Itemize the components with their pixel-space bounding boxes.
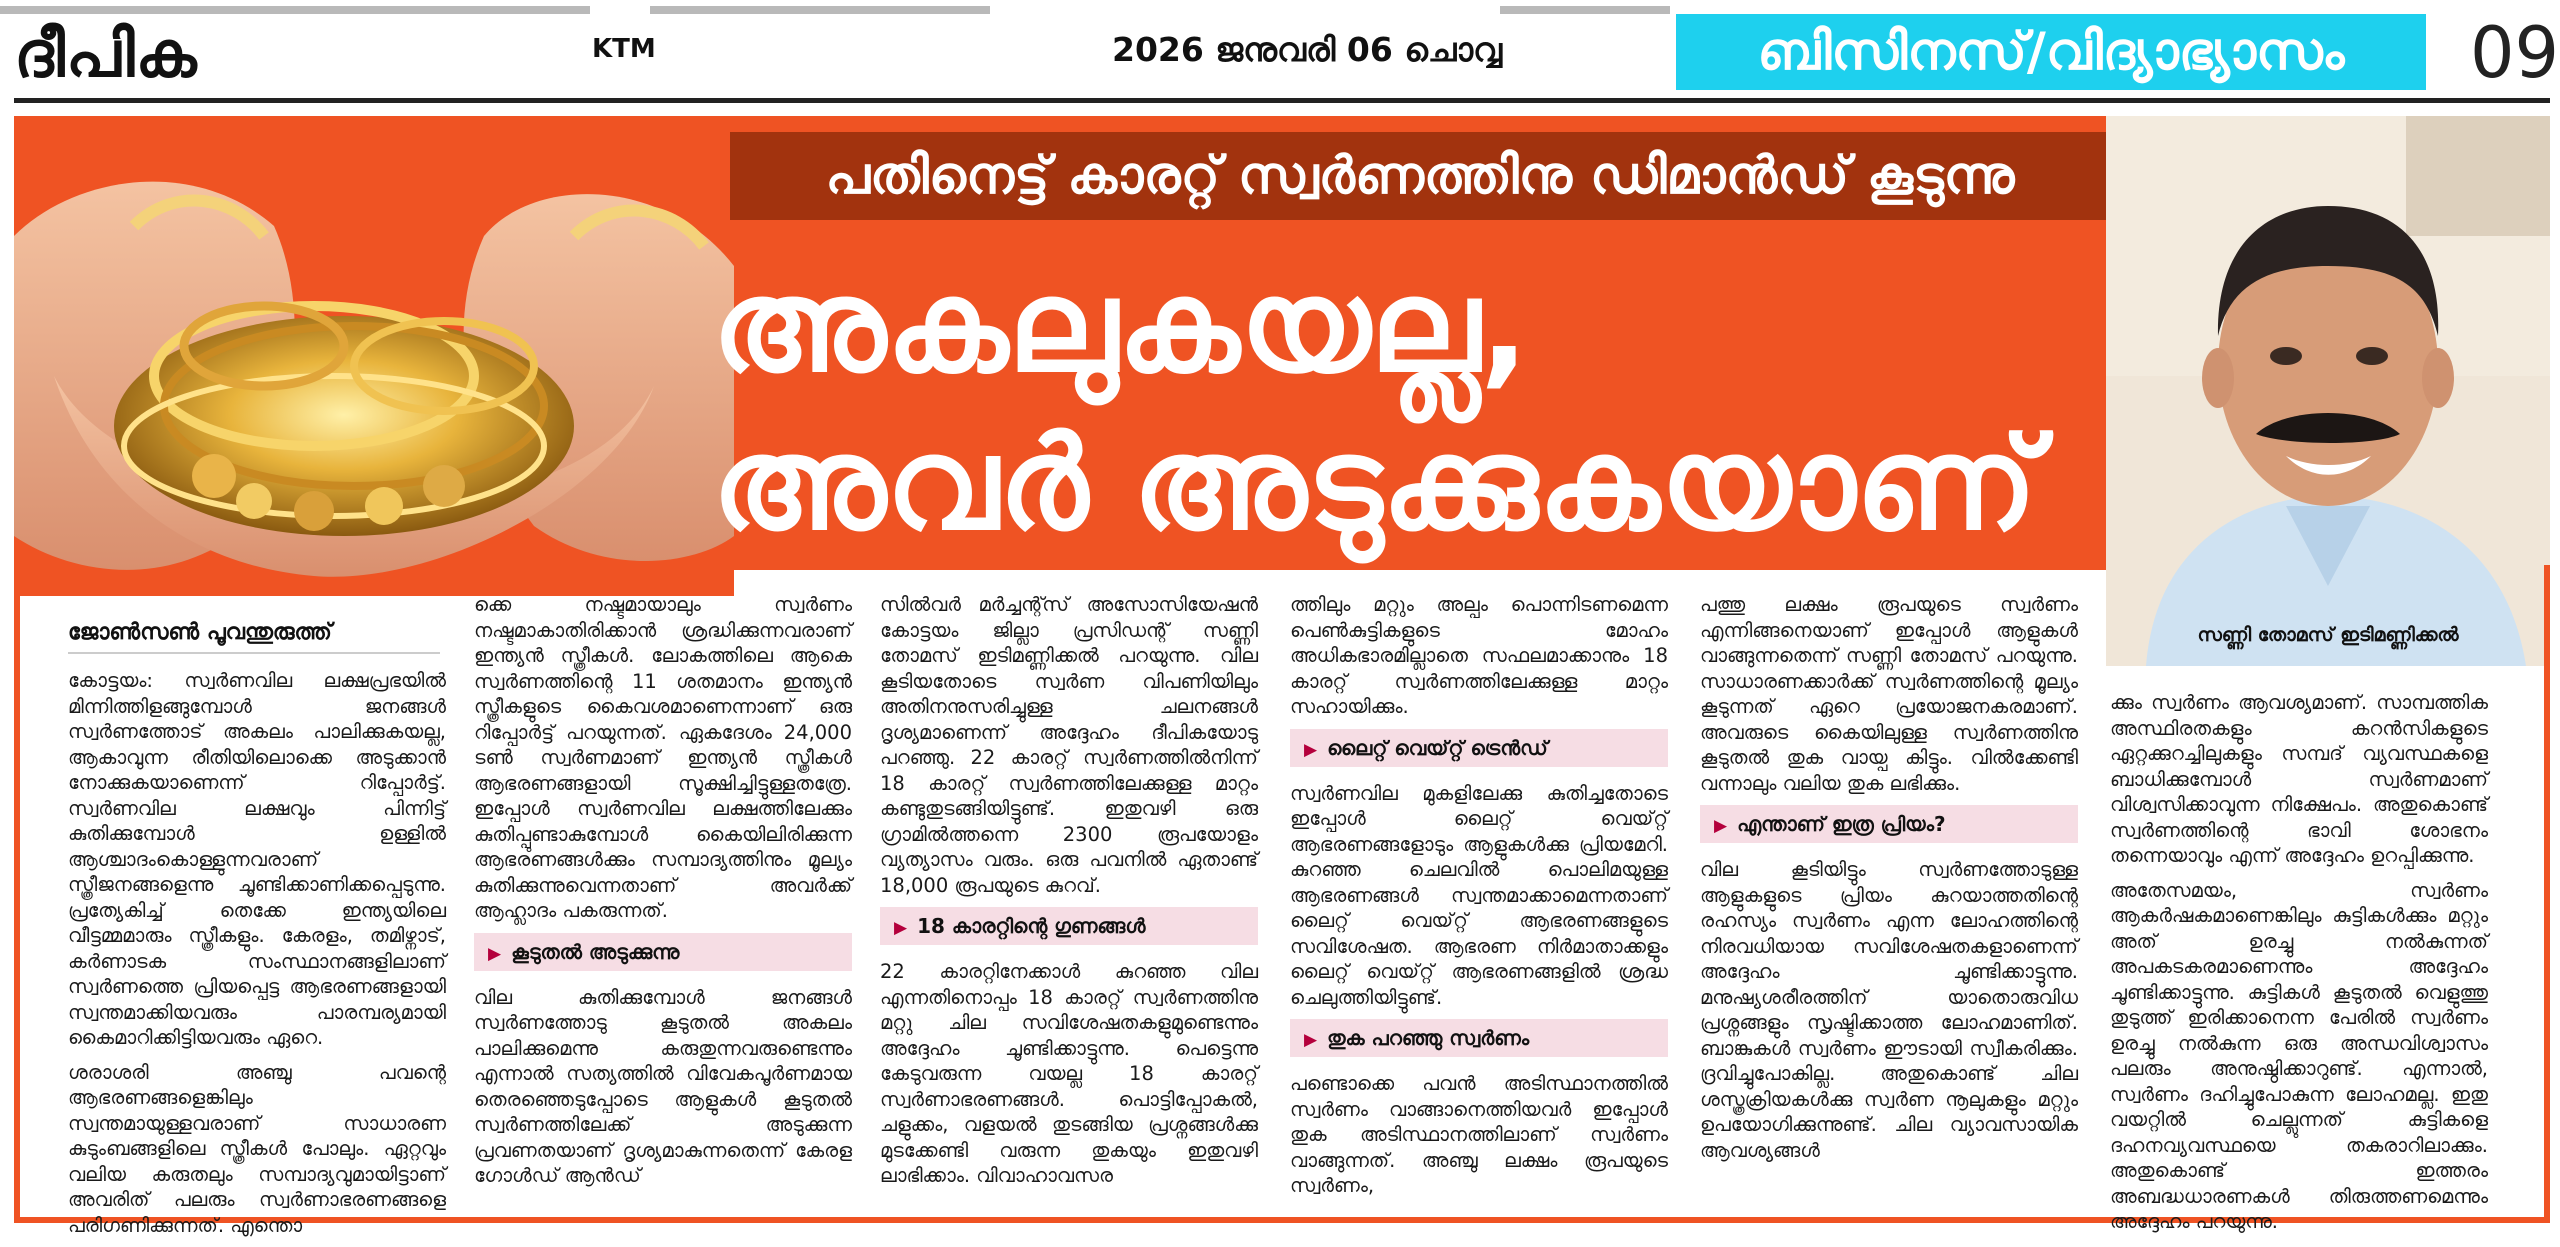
headline-line-2: അവർ അടുക്കുകയാണ്: [712, 410, 2037, 559]
masthead-line-right: [1500, 6, 1670, 14]
subheading-text: 18 കാരറ്റിന്റെ ഗുണങ്ങൾ: [917, 914, 1146, 938]
byline-rule: [68, 652, 440, 654]
masthead-line-mid: [650, 6, 990, 14]
headline-line-1: അകലുകയല്ല,: [712, 252, 1529, 401]
play-triangle-icon: ▶: [1714, 816, 1728, 836]
article-column-2: [474, 592, 852, 1198]
paragraph: സ്വർണവില മുകളിലേക്കു കുതിച്ചതോടെ ഇപ്പോൾ ലൈറ്റ് വെയ്റ്റ് ആഭരണങ്ങളോടും ആളുകൾക്കു പ്രിയമേറി. കുറഞ്ഞ ചെലവിൽ പൊലിമയുള്ള ആഭരണങ്ങൾ സ്വന്തമാക്കാമെന്നതാണ് ലൈറ്റ് വെയ്റ്റ് ആഭരണങ്ങളുടെ സവിശേഷത. ആഭരണ നിർമാതാക്കളും ലൈറ്റ് വെയ്റ്റ് ആഭരണങ്ങളിൽ ശ്രദ്ധ ചെലുത്തിയിട്ടുണ്ട്.: [1290, 781, 1668, 1009]
article-column-6: [2110, 690, 2488, 1244]
article-column-3: [880, 592, 1258, 1198]
paragraph: ക്കും സ്വർണം ആവശ്യമാണ്. സാമ്പത്തിക അസ്ഥിരതകളും കറൻസികളുടെ ഏറ്റക്കുറച്ചിലുകളും സമ്പദ് വ്യവസ്ഥകളെ ബാധിക്കുമ്പോൾ സ്വർണമാണ് വിശ്വസിക്കാവുന്ന നിക്ഷേപം. അതുകൊണ്ട് സ്വർണത്തിന്റെ ഭാവി ശോഭനം തന്നെയാവും എന്ന് അദ്ദേഹം ഉറപ്പിക്കുന്നു.: [2110, 691, 2488, 867]
paragraph: സിൽവർ മർച്ചന്റ്സ് അസോസിയേഷൻ കോട്ടയം ജില്ലാ പ്രസിഡന്റ് സണ്ണി തോമസ് ഇടിമണ്ണിക്കൽ പറയുന്നു. വില കൂടിയതോടെ സ്വർണ വിപണിയിലും അതിനനുസരിച്ചുള്ള ചലനങ്ങൾ ദൃശ്യമാണെന്ന് അദ്ദേഹം ദീപികയോടു പറഞ്ഞു. 22 കാരറ്റ് സ്വർണത്തിൽനിന്ന് 18 കാരറ്റ് സ്വർണത്തിലേക്കുള്ള മാറ്റം കണ്ടുതുടങ്ങിയിട്ടുണ്ട്. ഇതുവഴി ഒരു ഗ്രാമിൽത്തന്നെ 2300 രൂപയോളം വ്യത്യാസം വരും. ഒരു പവനിൽ ഏതാണ്ട് 18,000 രൂപയുടെ കുറവ്.: [880, 593, 1258, 897]
paragraph: പണ്ടൊക്കെ പവൻ അടിസ്ഥാനത്തിൽ സ്വർണം വാങ്ങാനെത്തിയവർ ഇപ്പോൾ തുക അടിസ്ഥാനത്തിലാണ് സ്വർണം വാങ്ങുന്നത്. അഞ്ചു ലക്ഷം രൂപയുടെ സ്വർണം,: [1290, 1072, 1668, 1197]
paragraph: ക്കെ നഷ്ടമായാലും സ്വർണം നഷ്ടമാകാതിരിക്കാൻ ശ്രദ്ധിക്കുന്നവരാണ് ഇന്ത്യൻ സ്ത്രീകൾ. ലോകത്തിലെ ആകെ സ്വർണത്തിന്റെ 11 ശതമാനം ഇന്ത്യൻ സ്ത്രീകളുടെ കൈവശമാണെന്നാണ് ഒരു റിപ്പോർട്ട് പറയുന്നത്. ഏകദേശം 24,000 ടൺ സ്വർണമാണ് ഇന്ത്യൻ സ്ത്രീകൾ ആഭരണങ്ങളായി സൂക്ഷിച്ചിട്ടുള്ളതത്രേ. ഇപ്പോൾ സ്വർണവില ലക്ഷത്തിലേക്കും കുതിപ്പുണ്ടാകുമ്പോൾ കൈയിലിരിക്കുന്ന ആഭരണങ്ങൾക്കും സമ്പാദ്യത്തിനും മൂല്യം കുതിക്കുന്നുവെന്നതാണ് അവർക്ക് ആഹ്ലാദം പകരുന്നത്.: [474, 593, 852, 922]
gold-jewellery-photo: [14, 116, 734, 596]
article-column-5: [1700, 592, 2078, 1172]
byline: ജോൺസൺ പൂവന്തുരുത്ത്: [68, 620, 332, 645]
subheading-text: കൂടുതൽ അടുക്കുന്നു: [511, 939, 680, 964]
play-triangle-icon: ▶: [1304, 1030, 1318, 1050]
subheading-text: ലൈറ്റ് വെയ്റ്റ് ട്രെൻഡ്: [1327, 735, 1548, 760]
paragraph: പത്തു ലക്ഷം രൂപയുടെ സ്വർണം എന്നിങ്ങനെയാണ് ഇപ്പോൾ ആളുകൾ വാങ്ങുന്നതെന്ന് സണ്ണി തോമസ് പറയുന്നു. സാധാരണക്കാർക്ക് സ്വർണത്തിന്റെ മൂല്യം കൂടുന്നത് ഏറെ പ്രയോജനകരമാണ്. അവരുടെ കൈയിലുള്ള സ്വർണത്തിനു കൂടുതൽ തുക വായ്പ കിട്ടും. വിൽക്കേണ്ടി വന്നാലും വലിയ തുക ലഭിക്കും.: [1700, 593, 2078, 795]
newspaper-logo: ദീപിക: [14, 18, 198, 92]
subheading: [1700, 805, 2078, 843]
masthead-rule: [14, 98, 2550, 103]
article-column-1: [68, 668, 446, 1247]
play-triangle-icon: ▶: [894, 918, 908, 938]
article-column-4: [1290, 592, 1668, 1208]
subheading-text: തുക പറഞ്ഞു സ്വർണം: [1327, 1026, 1530, 1050]
section-title: ബിസിനസ്/വിദ്യാഭ്യാസം: [1676, 14, 2426, 90]
subheading: [880, 907, 1258, 945]
masthead-line-left: [0, 6, 590, 14]
edition-code: KTM: [592, 34, 656, 64]
play-triangle-icon: ▶: [1304, 739, 1318, 760]
paragraph: ശരാശരി അഞ്ചു പവന്റെ ആഭരണങ്ങളെങ്കിലും സ്വന്തമായുള്ളവരാണ് സാധാരണ കുടുംബങ്ങളിലെ സ്ത്രീകൾ പോലും. ഏറ്റവും വലിയ കരുതലും സമ്പാദ്യവുമായിട്ടാണ് അവരിത് പലരും സ്വർണാഭരണങ്ങളെ പരിഗണിക്കുന്നത്. എന്തൊ: [68, 1060, 446, 1237]
article-kicker: പതിനെട്ട് കാരറ്റ് സ്വർണത്തിനു ഡിമാൻഡ് കൂടുന്നു: [825, 146, 2015, 206]
page-number: 09: [2470, 12, 2560, 94]
dateline: 2026 ജനുവരി 06 ചൊവ്വ: [1112, 30, 1503, 69]
paragraph: കോട്ടയം: സ്വർണവില ലക്ഷപ്രഭയിൽ മിന്നിത്തിളങ്ങുമ്പോൾ ജനങ്ങൾ സ്വർണത്തോട് അകലം പാലിക്കുകയല്ല, ആകാവുന്ന രീതിയിലൊക്കെ അടുക്കാൻ നോക്കുകയാണെന്ന് റിപ്പോർട്ട്. സ്വർണവില ലക്ഷവും പിന്നിട്ട് കുതിക്കുമ്പോൾ ഉള്ളിൽ ആശ്ചാദംകൊള്ളുന്നവരാണ് സ്ത്രീജനങ്ങളെന്നു ചൂണ്ടിക്കാണിക്കപ്പെടുന്നു. പ്രത്യേകിച്ച് തെക്കേ ഇന്ത്യയിലെ വീട്ടമ്മമാരും സ്ത്രീകളും. കേരളം, തമിഴ്നാട്, കർണാടക സംസ്ഥാനങ്ങളിലാണ് സ്വർണത്തെ പ്രിയപ്പെട്ട ആഭരണങ്ങളായി സ്വന്തമാക്കിയവരും പാരമ്പര്യമായി കൈമാറിക്കിട്ടിയവരും ഏറെ.: [68, 669, 446, 1049]
photo-caption: സണ്ണി തോമസ് ഇടിമണ്ണിക്കൽ: [2197, 624, 2459, 646]
paragraph: അതേസമയം, സ്വർണം ആകർഷകമാണെങ്കിലും കുട്ടികൾക്കും മറ്റും അത് ഉരച്ചു നൽകുന്നത് അപകടകരമാണെന്നും അദ്ദേഹം ചൂണ്ടിക്കാട്ടുന്നു. കുട്ടികൾ കൂടുതൽ വെളുത്തു തുടുത്ത് ഇരിക്കാനെന്ന പേരിൽ സ്വർണം ഉരച്ചു നൽകുന്ന ഒരു അന്ധവിശ്വാസം പലരും അനുഷ്ഠിക്കാറുണ്ട്. എന്നാൽ, സ്വർണം ദഹിച്ചുപോകുന്ന ലോഹമല്ല. ഇതു വയറ്റിൽ ചെല്ലുന്നത് കുട്ടികളെ ദഹനവ്യവസ്ഥയെ തകരാറിലാക്കും. അതുകൊണ്ട് ഇത്തരം അബദ്ധധാരണകൾ തിരുത്തണമെന്നും അദ്ദേഹം പറയുന്നു.: [2110, 878, 2488, 1233]
paragraph: വില കൂടിയിട്ടും സ്വർണത്തോടുള്ള ആളുകളുടെ പ്രിയം കുറയാത്തതിന്റെ രഹസ്യം സ്വർണം എന്ന ലോഹത്തിന്റെ നിരവധിയായ സവിശേഷതകളാണെന്ന് അദ്ദേഹം ചൂണ്ടിക്കാട്ടുന്നു. മനുഷ്യശരീരത്തിന് യാതൊരുവിധ പ്രശ്നങ്ങളും സൃഷ്ടിക്കാത്ത ലോഹമാണിത്. ബാങ്കുകൾ സ്വർണം ഈടായി സ്വീകരിക്കും. ദ്രവിച്ചുപോകില്ല. അതുകൊണ്ട് ചില ശസ്ത്രക്രിയകൾക്കു സ്വർണ നൂലുകളും മറ്റും ഉപയോഗിക്കുന്നുണ്ട്. ചില വ്യാവസായിക ആവശ്യങ്ങൾ: [1700, 858, 2078, 1162]
paragraph: വില കുതിക്കുമ്പോൾ ജനങ്ങൾ സ്വർണത്തോടു കൂടുതൽ അകലം പാലിക്കുമെന്നു കരുതുന്നവരുണ്ടെന്നും എന്നാൽ സത്യത്തിൽ വിവേകപൂർണമായ തെരഞ്ഞെടുപ്പോടെ ആളുകൾ കൂടുതൽ സ്വർണത്തിലേക്ക് അടുക്കുന്ന പ്രവണതയാണ് ദൃശ്യമാകുന്നതെന്ന് കേരള ഗോൾഡ് ആൻഡ്: [474, 985, 852, 1187]
article-headline: [712, 248, 2037, 564]
subheading: [1290, 729, 1668, 767]
paragraph: ത്തിലും മറ്റും അല്പം പൊന്നിടണമെന്ന പെൺകുട്ടികളുടെ മോഹം അധികഭാരമില്ലാതെ സഫലമാക്കാനും 18 കാരറ്റ് സ്വർണത്തിലേക്കുള്ള മാറ്റം സഹായിക്കും.: [1290, 593, 1668, 718]
subheading: [1290, 1019, 1668, 1057]
paragraph: 22 കാരറ്റിനേക്കാൾ കുറഞ്ഞ വില എന്നതിനൊപ്പം 18 കാരറ്റ് സ്വർണത്തിനു മറ്റു ചില സവിശേഷതകളുമുണ്ടെന്നും അദ്ദേഹം ചൂണ്ടിക്കാട്ടുന്നു. പെട്ടെന്നു കേടുവരുന്ന വയല്ല 18 കാരറ്റ് സ്വർണാഭരണങ്ങൾ. പൊട്ടിപ്പോകൽ, ചളുക്കം, വളയൽ തുടങ്ങിയ പ്രശ്നങ്ങൾക്കു മുടക്കേണ്ടി വരുന്ന തുകയും ഇതുവഴി ലാഭിക്കാം. വിവാഹാവസര: [880, 960, 1258, 1187]
masthead: [0, 0, 2560, 104]
subheading: [474, 933, 852, 971]
subheading-text: എന്താണ് ഇത്ര പ്രിയം?: [1737, 812, 1946, 836]
play-triangle-icon: ▶: [488, 943, 502, 964]
